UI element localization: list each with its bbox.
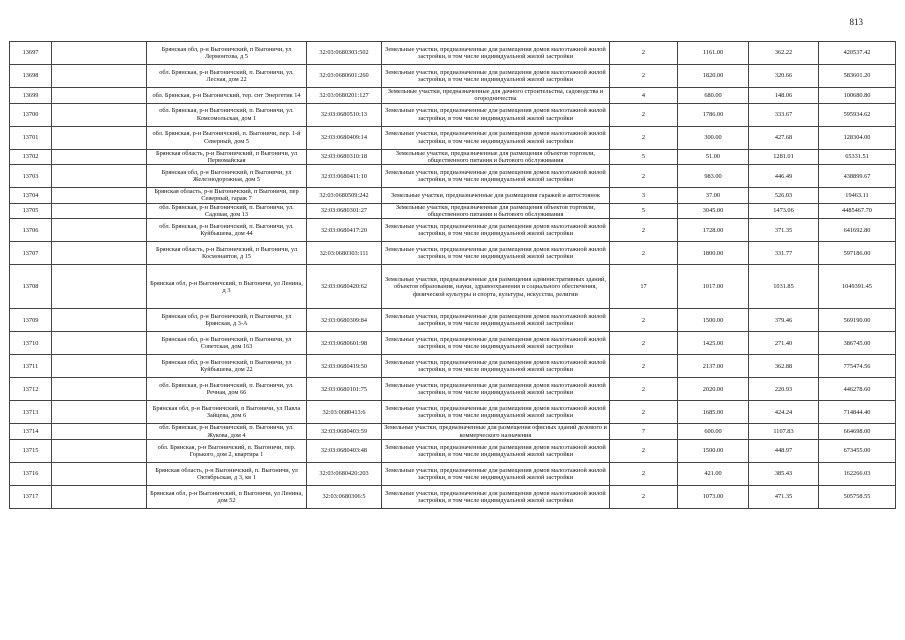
blank-cell [52, 424, 147, 440]
land-use-cell: Земельные участки, предназначенные для размещения домов малоэтажной жилой застройки, в том числе индивидуальной жилой застройки [382, 401, 610, 424]
blank-cell [52, 485, 147, 508]
address-cell: обл. Брянская, р-н Выгоничский, тер. снт Энергетик 14 [147, 88, 307, 104]
land-use-cell: Земельные участки, предназначенные для размещения домов малоэтажной жилой застройки, в том числе индивидуальной жилой застройки [382, 65, 610, 88]
row-number-cell: 13699 [10, 88, 52, 104]
cadastral-value-cell: 446278.60 [819, 378, 896, 401]
area-cell: 421.00 [678, 462, 749, 485]
blank-cell [52, 401, 147, 424]
table-row [10, 485, 896, 508]
group-cell: 2 [610, 309, 678, 332]
area-cell: 300.00 [678, 126, 749, 149]
blank-cell [52, 126, 147, 149]
land-use-cell: Земельные участки, предназначенные для размещения домов малоэтажной жилой застройки, в том числе индивидуальной жилой застройки [382, 355, 610, 378]
group-cell: 5 [610, 149, 678, 165]
area-cell: 2137.00 [678, 355, 749, 378]
specific-value-cell: 333.67 [749, 103, 819, 126]
group-cell: 5 [610, 203, 678, 219]
land-use-cell: Земельные участки, предназначенные для размещения офисных зданий делового и коммерческого назначения [382, 424, 610, 440]
cadastral-value-cell: 65331.51 [819, 149, 896, 165]
blank-cell [52, 309, 147, 332]
address-cell: обл. Брянская, р-н Выгоничский, п. Выгоничи, ул. Садовая, дом 13 [147, 203, 307, 219]
area-cell: 1800.00 [678, 242, 749, 265]
group-cell: 2 [610, 401, 678, 424]
cadastral-number-cell: 32:03:0680420:62 [307, 265, 382, 309]
specific-value-cell: 1281.01 [749, 149, 819, 165]
group-cell: 2 [610, 103, 678, 126]
table-row [10, 309, 896, 332]
land-use-cell: Земельные участки, предназначенные для размещения домов малоэтажной жилой застройки, в том числе индивидуальной жилой застройки [382, 309, 610, 332]
specific-value-cell: 220.93 [749, 378, 819, 401]
cadastral-value-cell: 595934.62 [819, 103, 896, 126]
cadastral-value-cell: 664698.00 [819, 424, 896, 440]
land-use-cell: Земельные участки, предназначенные для размещения домов малоэтажной жилой застройки, в том числе индивидуальной жилой застройки [382, 378, 610, 401]
cadastral-value-cell: 438899.67 [819, 165, 896, 188]
address-cell: Брянская обл, р-н Выгоничский, п Выгоничи, ул Павла Зайцева, дом 6 [147, 401, 307, 424]
specific-value-cell: 427.68 [749, 126, 819, 149]
cadastral-value-cell: 673455.00 [819, 439, 896, 462]
blank-cell [52, 103, 147, 126]
table-row [10, 332, 896, 355]
land-use-cell: Земельные участки, предназначенные для размещения домов малоэтажной жилой застройки, в том числе индивидуальной жилой застройки [382, 242, 610, 265]
row-number-cell: 13702 [10, 149, 52, 165]
specific-value-cell: 1473.06 [749, 203, 819, 219]
cadastral-value-cell: 583601.20 [819, 65, 896, 88]
cadastral-number-cell: 32:03:0680413:6 [307, 401, 382, 424]
cadastral-value-cell: 569190.00 [819, 309, 896, 332]
table-row [10, 401, 896, 424]
cadastral-number-cell: 32:03:0680601:260 [307, 65, 382, 88]
address-cell: Брянская обл, р-н Выгоничский, п Выгоничи, ул Железнодорожная, дом 5 [147, 165, 307, 188]
table-row [10, 103, 896, 126]
table-row [10, 203, 896, 219]
area-cell: 1786.00 [678, 103, 749, 126]
row-number-cell: 13714 [10, 424, 52, 440]
group-cell: 2 [610, 485, 678, 508]
specific-value-cell: 424.24 [749, 401, 819, 424]
row-number-cell: 13704 [10, 188, 52, 204]
row-number-cell: 13710 [10, 332, 52, 355]
blank-cell [52, 149, 147, 165]
group-cell: 3 [610, 188, 678, 204]
specific-value-cell: 362.88 [749, 355, 819, 378]
blank-cell [52, 242, 147, 265]
area-cell: 600.00 [678, 424, 749, 440]
address-cell: обл. Брянская, р-н Выгоничский, п. Выгоничи, пер. 1-й Северный, дом 5 [147, 126, 307, 149]
area-cell: 37.00 [678, 188, 749, 204]
blank-cell [52, 165, 147, 188]
cadastral-number-cell: 32:03:0680601:98 [307, 332, 382, 355]
cadastral-number-cell: 32:03:0680411:10 [307, 165, 382, 188]
group-cell: 2 [610, 462, 678, 485]
cadastral-value-cell: 1049391.45 [819, 265, 896, 309]
specific-value-cell: 379.46 [749, 309, 819, 332]
cadastral-value-cell: 714844.40 [819, 401, 896, 424]
address-cell: обл. Брянская, р-н Выгоничский, п. Выгоничи, ул. Комсомольская, дом 1 [147, 103, 307, 126]
row-number-cell: 13697 [10, 42, 52, 65]
group-cell: 2 [610, 439, 678, 462]
group-cell: 4 [610, 88, 678, 104]
specific-value-cell: 320.66 [749, 65, 819, 88]
land-use-cell: Земельные участки, предназначенные для размещения домов малоэтажной жилой застройки, в том числе индивидуальной жилой застройки [382, 42, 610, 65]
address-cell: обл. Брянская, р-н Выгоничский, п. Выгоничи, ул. Куйбышева, дом 44 [147, 219, 307, 242]
cadastral-number-cell: 32:03:0680101:75 [307, 378, 382, 401]
address-cell: обл. Брянская, р-н Выгоничский, п. Выгоничи, ул. Жукова, дом 4 [147, 424, 307, 440]
cadastral-number-cell: 32:03:0680303:111 [307, 242, 382, 265]
table-row [10, 439, 896, 462]
group-cell: 2 [610, 242, 678, 265]
table-body [10, 42, 896, 509]
blank-cell [52, 88, 147, 104]
area-cell: 1728.00 [678, 219, 749, 242]
specific-value-cell: 271.40 [749, 332, 819, 355]
land-use-cell: Земельные участки, предназначенные для размещения домов малоэтажной жилой застройки, в том числе индивидуальной жилой застройки [382, 165, 610, 188]
land-use-cell: Земельные участки, предназначенные для размещения домов малоэтажной жилой застройки, в том числе индивидуальной жилой застройки [382, 485, 610, 508]
group-cell: 7 [610, 424, 678, 440]
table-row [10, 424, 896, 440]
specific-value-cell: 1031.85 [749, 265, 819, 309]
land-use-cell: Земельные участки, предназначенные для размещения гаражей и автостоянок [382, 188, 610, 204]
area-cell: 1500.00 [678, 309, 749, 332]
cadastral-number-cell: 32:03:0680409:14 [307, 126, 382, 149]
table-row [10, 355, 896, 378]
row-number-cell: 13712 [10, 378, 52, 401]
cadastral-value-cell: 775474.56 [819, 355, 896, 378]
group-cell: 17 [610, 265, 678, 309]
blank-cell [52, 462, 147, 485]
table-row [10, 149, 896, 165]
cadastral-number-cell: 32:03:0680509:242 [307, 188, 382, 204]
row-number-cell: 13715 [10, 439, 52, 462]
cadastral-number-cell: 32:03:0680309:84 [307, 309, 382, 332]
address-cell: Брянская обл, р-н Выгоничский, п Выгоничи, ул Ленина, д 3 [147, 265, 307, 309]
row-number-cell: 13701 [10, 126, 52, 149]
blank-cell [52, 378, 147, 401]
row-number-cell: 13717 [10, 485, 52, 508]
group-cell: 2 [610, 219, 678, 242]
specific-value-cell: 148.06 [749, 88, 819, 104]
land-use-cell: Земельные участки, предназначенные для размещения домов малоэтажной жилой застройки, в том числе индивидуальной жилой застройки [382, 439, 610, 462]
cadastral-number-cell: 32:03:0680403:48 [307, 439, 382, 462]
cadastral-value-cell: 420537.42 [819, 42, 896, 65]
blank-cell [52, 65, 147, 88]
cadastral-value-cell: 162266.03 [819, 462, 896, 485]
blank-cell [52, 42, 147, 65]
row-number-cell: 13711 [10, 355, 52, 378]
cadastral-value-cell: 597186.00 [819, 242, 896, 265]
specific-value-cell: 362.22 [749, 42, 819, 65]
table-row [10, 65, 896, 88]
group-cell: 2 [610, 165, 678, 188]
table-row [10, 219, 896, 242]
group-cell: 2 [610, 126, 678, 149]
row-number-cell: 13703 [10, 165, 52, 188]
area-cell: 680.00 [678, 88, 749, 104]
land-use-cell: Земельные участки, предназначенные для размещения административных зданий, объектов образования, науки, здравоохранения и социального обеспечения, физической культуры и спорта, культуры, искусства, религии [382, 265, 610, 309]
table-row [10, 462, 896, 485]
specific-value-cell: 526.03 [749, 188, 819, 204]
table-row [10, 126, 896, 149]
land-use-cell: Земельные участки, предназначенные для размещения объектов торговли, общественного питания и бытового обслуживания [382, 203, 610, 219]
cadastral-number-cell: 32:03:0680420:203 [307, 462, 382, 485]
row-number-cell: 13700 [10, 103, 52, 126]
cadastral-number-cell: 32:03:0680510:13 [307, 103, 382, 126]
area-cell: 1685.00 [678, 401, 749, 424]
page-number: 813 [849, 17, 863, 27]
cadastral-number-cell: 32:03:0680306:5 [307, 485, 382, 508]
specific-value-cell: 331.77 [749, 242, 819, 265]
cadastral-value-cell: 4485467.70 [819, 203, 896, 219]
cadastral-value-cell: 641692.80 [819, 219, 896, 242]
cadastral-number-cell: 32:03:0680419:50 [307, 355, 382, 378]
group-cell: 2 [610, 65, 678, 88]
area-cell: 1073.00 [678, 485, 749, 508]
cadastral-value-cell: 19463.11 [819, 188, 896, 204]
land-use-cell: Земельные участки, предназначенные для размещения объектов торговли, общественного питания и бытового обслуживания [382, 149, 610, 165]
cadastral-value-cell: 505758.55 [819, 485, 896, 508]
row-number-cell: 13709 [10, 309, 52, 332]
row-number-cell: 13707 [10, 242, 52, 265]
blank-cell [52, 332, 147, 355]
area-cell: 1161.00 [678, 42, 749, 65]
table-row [10, 42, 896, 65]
cadastral-number-cell: 32:03:0680303:502 [307, 42, 382, 65]
specific-value-cell: 448.97 [749, 439, 819, 462]
cadastral-number-cell: 32:03:0680403:59 [307, 424, 382, 440]
area-cell: 1500.00 [678, 439, 749, 462]
row-number-cell: 13713 [10, 401, 52, 424]
blank-cell [52, 439, 147, 462]
address-cell: Брянская обл, р-н Выгоничский, п Выгоничи, ул Лермонтова, д 5 [147, 42, 307, 65]
specific-value-cell: 471.35 [749, 485, 819, 508]
address-cell: Брянская обл, р-н Выгоничский, п Выгоничи, ул Куйбышева, дом 22 [147, 355, 307, 378]
address-cell: Брянская обл, р-н Выгоничский, п Выгоничи, ул Брянская, д 3-А [147, 309, 307, 332]
group-cell: 2 [610, 378, 678, 401]
row-number-cell: 13698 [10, 65, 52, 88]
cadastral-number-cell: 32:03:0680301:27 [307, 203, 382, 219]
specific-value-cell: 446.49 [749, 165, 819, 188]
address-cell: Брянская обл, р-н Выгоничский, п Выгоничи, ул Советская, дом 163 [147, 332, 307, 355]
specific-value-cell: 1107.83 [749, 424, 819, 440]
land-use-cell: Земельные участки, предназначенные для размещения домов малоэтажной жилой застройки, в том числе индивидуальной жилой застройки [382, 219, 610, 242]
land-use-cell: Земельные участки, предназначенные для размещения домов малоэтажной жилой застройки, в том числе индивидуальной жилой застройки [382, 103, 610, 126]
land-use-cell: Земельные участки, предназначенные для размещения домов малоэтажной жилой застройки, в том числе индивидуальной жилой застройки [382, 332, 610, 355]
address-cell: обл. Брянская, р-н Выгоничский, п. Выгоничи, пер. Горького, дом 2, квартира 1 [147, 439, 307, 462]
blank-cell [52, 219, 147, 242]
cadastral-value-cell: 100680.80 [819, 88, 896, 104]
address-cell: Брянская область, р-н Выгоничский, п Выгоничи, ул Первомайская [147, 149, 307, 165]
blank-cell [52, 188, 147, 204]
table-row [10, 242, 896, 265]
row-number-cell: 13706 [10, 219, 52, 242]
row-number-cell: 13705 [10, 203, 52, 219]
cadastral-value-table [9, 41, 896, 509]
cadastral-value-cell: 128304.00 [819, 126, 896, 149]
land-use-cell: Земельные участки, предназначенные для дачного строительства, садоводства и огородничества [382, 88, 610, 104]
cadastral-number-cell: 32:03:0680310:18 [307, 149, 382, 165]
row-number-cell: 13708 [10, 265, 52, 309]
cadastral-number-cell: 32:03:0680417:20 [307, 219, 382, 242]
land-use-cell: Земельные участки, предназначенные для размещения домов малоэтажной жилой застройки, в том числе индивидуальной жилой застройки [382, 462, 610, 485]
area-cell: 2020.00 [678, 378, 749, 401]
table-row [10, 188, 896, 204]
address-cell: Брянская область, р-н Выгоничский, п. Выгоничи, ул Октябрьская, д 3, кв 1 [147, 462, 307, 485]
group-cell: 2 [610, 332, 678, 355]
area-cell: 1820.00 [678, 65, 749, 88]
blank-cell [52, 355, 147, 378]
cadastral-number-cell: 32:03:0680201:127 [307, 88, 382, 104]
cadastral-value-cell: 386745.00 [819, 332, 896, 355]
address-cell: Брянская область, р-н Выгоничский, п Выгоничи, пер Северный, гараж 7 [147, 188, 307, 204]
address-cell: обл. Брянская, р-н Выгоничский, п. Выгоничи, ул. Лесная, дом 22 [147, 65, 307, 88]
group-cell: 2 [610, 42, 678, 65]
area-cell: 983.00 [678, 165, 749, 188]
row-number-cell: 13716 [10, 462, 52, 485]
address-cell: Брянская обл, р-н Выгоничский, п Выгоничи, ул Ленина, дом 52 [147, 485, 307, 508]
area-cell: 51.00 [678, 149, 749, 165]
address-cell: Брянская область, р-н Выгоничский, п Выгоничи, ул Космонавтов, д 15 [147, 242, 307, 265]
specific-value-cell: 385.43 [749, 462, 819, 485]
land-use-cell: Земельные участки, предназначенные для размещения домов малоэтажной жилой застройки, в том числе индивидуальной жилой застройки [382, 126, 610, 149]
area-cell: 1425.00 [678, 332, 749, 355]
area-cell: 3045.00 [678, 203, 749, 219]
table-row [10, 88, 896, 104]
area-cell: 1017.00 [678, 265, 749, 309]
blank-cell [52, 203, 147, 219]
table-row [10, 265, 896, 309]
table-row [10, 378, 896, 401]
table-row [10, 165, 896, 188]
address-cell: обл. Брянская, р-н Выгоничский, п. Выгоничи, ул. Речная, дом 66 [147, 378, 307, 401]
group-cell: 2 [610, 355, 678, 378]
specific-value-cell: 371.35 [749, 219, 819, 242]
blank-cell [52, 265, 147, 309]
